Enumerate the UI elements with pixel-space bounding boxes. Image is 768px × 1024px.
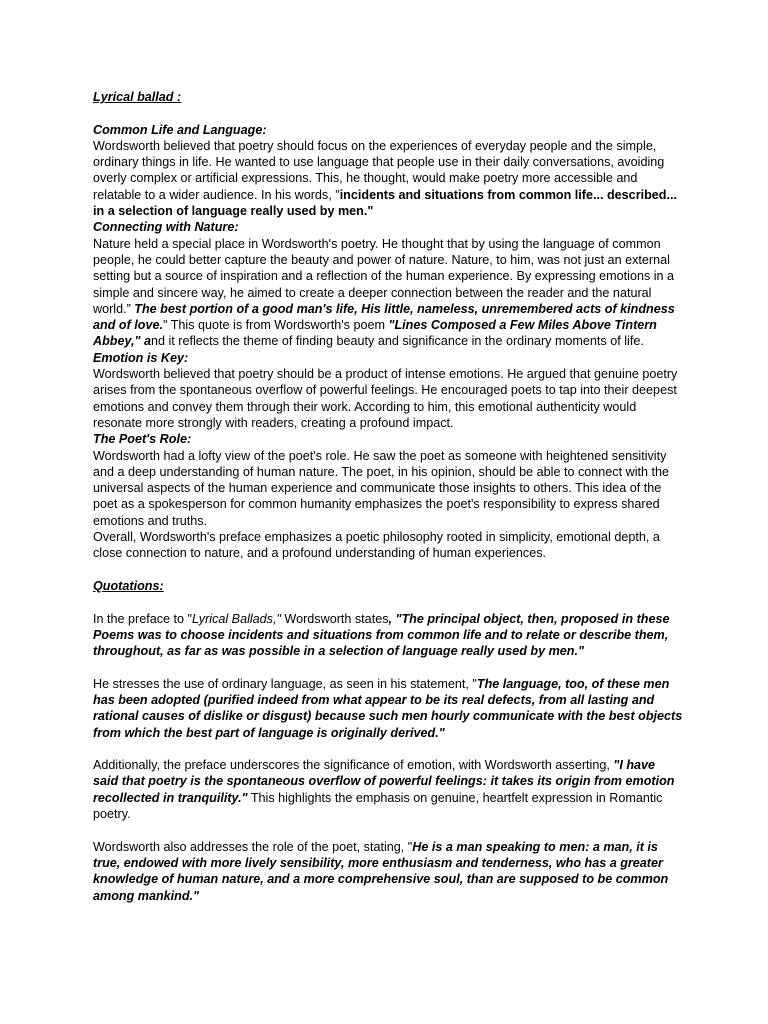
blank-line xyxy=(93,594,683,610)
document-page xyxy=(93,89,683,904)
q1-mid: Wordsworth states xyxy=(280,611,389,626)
quotations-heading: Quotations: xyxy=(93,578,164,593)
q1-title: Lyrical Ballads," xyxy=(192,611,281,626)
q3-pre: Additionally, the preface underscores the significance of emotion, with Wordsworth asserting, xyxy=(93,758,614,773)
quotation-4 xyxy=(93,839,683,904)
blank-line xyxy=(93,822,683,838)
nature-quote-1: The best portion of a good man's life, His little, nameless, unremembered acts of kindness and of love. xyxy=(93,301,675,333)
heading-emotion: Emotion is Key: xyxy=(93,350,189,365)
heading-common-life: Common Life and Language: xyxy=(93,122,267,137)
paragraph-overall: Overall, Wordsworth's preface emphasizes a poetic philosophy rooted in simplicity, emotional depth, a close connection to nature, and a profound understanding of human experiences. xyxy=(93,530,660,561)
title-text: Lyrical ballad : xyxy=(93,90,182,104)
q2-pre: He stresses the use of ordinary language, as seen in his statement, " xyxy=(93,676,477,691)
q1-quote: , "The principal object, then, proposed in these Poems was to choose incidents and situations from common life and to relate or describe them, throughout, as far as was possible in a selection of language really used by men." xyxy=(93,611,670,659)
q4-pre: Wordsworth also addresses the role of the poet, stating, " xyxy=(93,839,413,854)
paragraph-emotion: Wordsworth believed that poetry should be a product of intense emotions. He argued that genuine poetry arises from the spontaneous overflow of powerful feelings. He encouraged poets to tap into their deepest emotions and convey them through their work. According to him, this emotional authenticity would resonate more strongly with readers, creating a profound impact. xyxy=(93,367,678,430)
quotation-2 xyxy=(93,676,683,741)
blank-line xyxy=(93,659,683,675)
q1-pre: In the preface to " xyxy=(93,611,192,626)
q2-quote: The language, too, of these men has been adopted (purified indeed from what appear to be its real defects, from all lasting and rational causes of dislike or disgust) because such men hourly communicate with the best objects from which the best part of language is originally derived." xyxy=(93,676,683,740)
q4-quote: He is a man speaking to men: a man, it is true, endowed with more lively sensibility, more enthusiasm and tenderness, who has a greater knowledge of human nature, and a more comprehensive soul, than are supposed to be common among mankind." xyxy=(93,839,669,903)
nature-text-2: " This quote is from Wordsworth's poem xyxy=(162,318,389,333)
common-life-text: Wordsworth believed that poetry should focus on the experiences of everyday people and the simple, ordinary things in life. He wanted to use language that people use in their daily conversations, avoiding overly complex or artificial expressions. This, he thought, would make poetry more accessible and relatable to a wider audience. In his words, " xyxy=(93,138,665,202)
common-life-quote: incidents and situations from common life... described... in a selection of language really used by men." xyxy=(93,187,677,219)
quotation-1 xyxy=(93,611,683,660)
heading-poet-role: The Poet's Role: xyxy=(93,432,192,447)
document-title xyxy=(93,89,683,105)
quotations-heading-line xyxy=(93,578,683,594)
paragraph-nature xyxy=(93,236,683,350)
blank-line xyxy=(93,562,683,578)
nature-text-3: nd it reflects the theme of finding beauty and significance in the ordinary moments of life. xyxy=(151,334,644,349)
nature-text-1: Nature held a special place in Wordsworth's poetry. He thought that by using the language of common people, he could better capture the beauty and power of nature. Nature, to him, was not just an external setting but a source of inspiration and a reflection of the human experience. By expressing emotions in a simple and sincere way, he aimed to create a deeper connection between the reader and the natural world.” xyxy=(93,236,675,316)
paragraph-common-life xyxy=(93,138,683,219)
q3-quote: "I have said that poetry is the spontaneous overflow of powerful feelings: it takes its origin from emotion recollected in tranquility." xyxy=(93,758,675,805)
blank-line xyxy=(93,105,683,121)
paragraph-poet-role: Wordsworth had a lofty view of the poet's role. He saw the poet as someone with heightened sensitivity and a deep understanding of human nature. The poet, in his opinion, should be able to connect with the universal aspects of the human experience and communicate those insights to others. This idea of the poet as a spokesperson for common humanity emphasizes the poet's responsibility to express shared emotions and truths. xyxy=(93,448,669,528)
blank-line xyxy=(93,741,683,757)
q3-post: This highlights the emphasis on genuine, heartfelt expression in Romantic poetry. xyxy=(93,790,663,822)
heading-nature: Connecting with Nature: xyxy=(93,220,239,235)
nature-quote-2: "Lines Composed a Few Miles Above Tintern Abbey," a xyxy=(93,318,657,349)
quotation-3 xyxy=(93,757,683,822)
